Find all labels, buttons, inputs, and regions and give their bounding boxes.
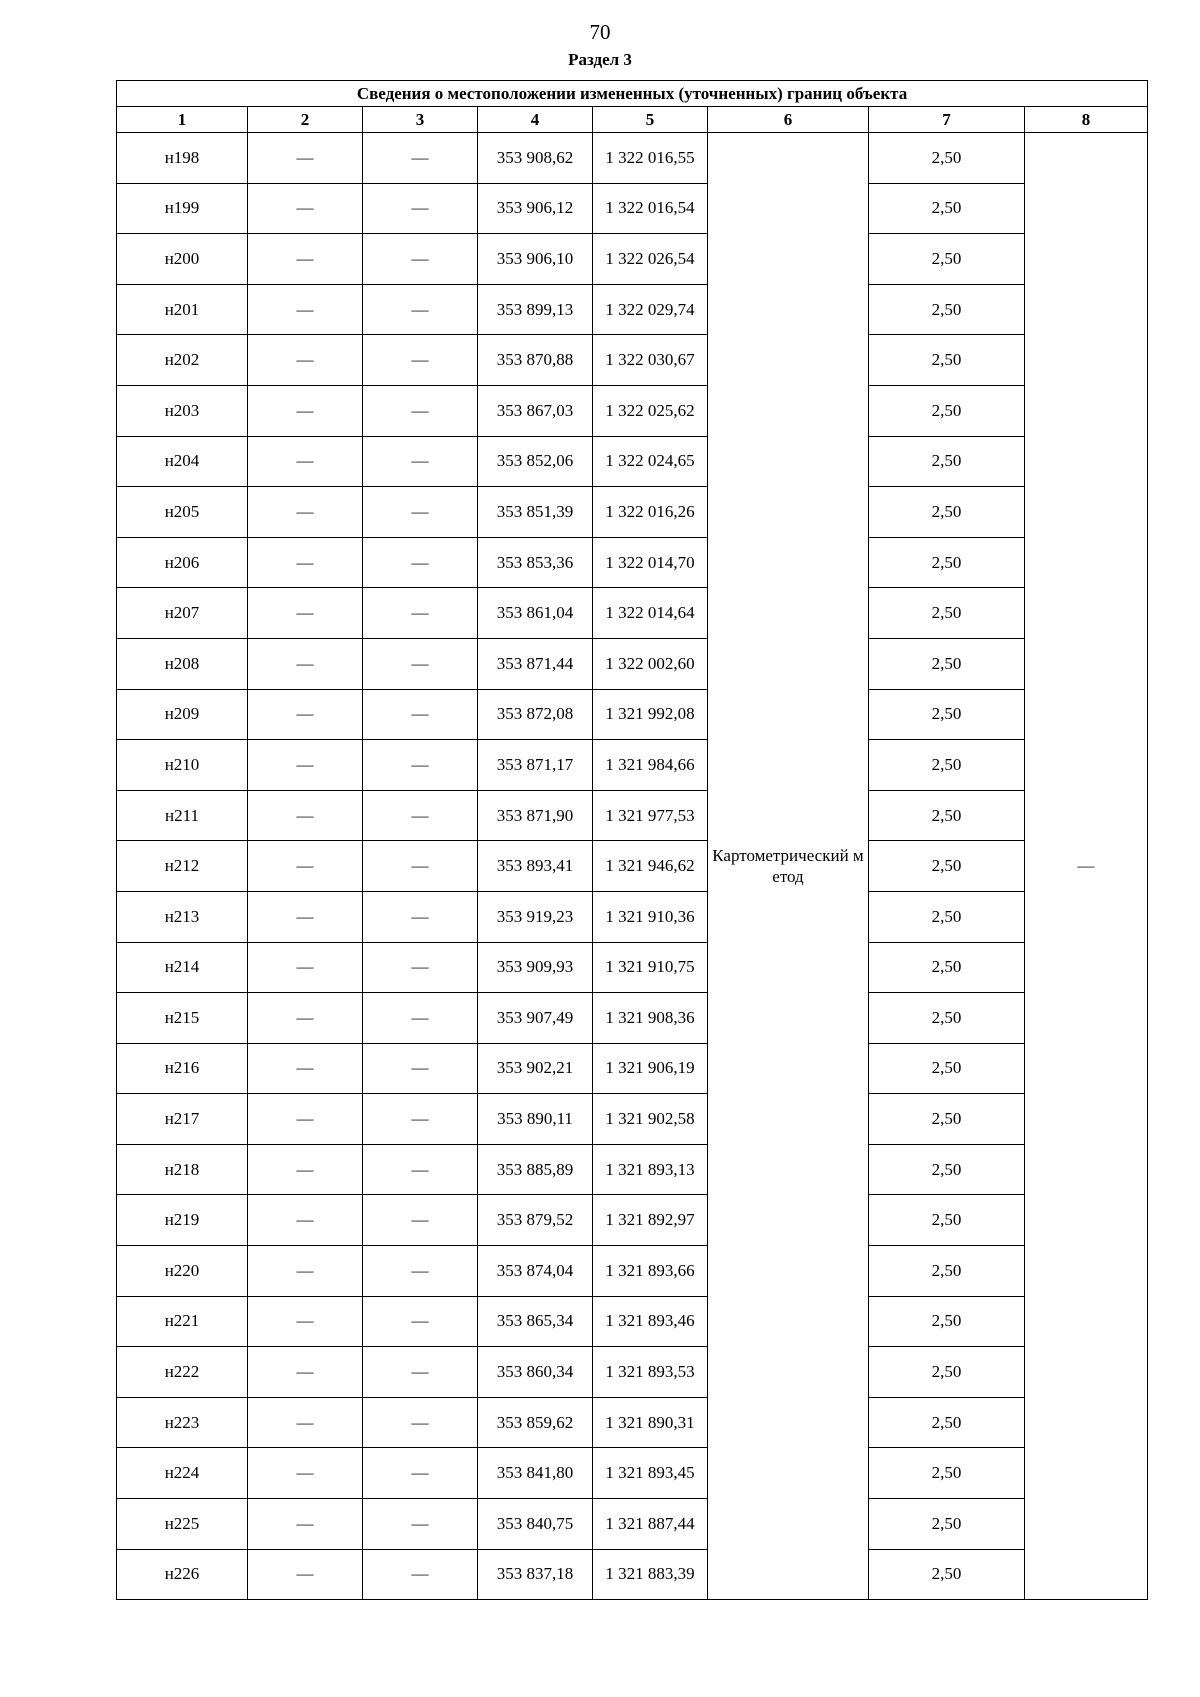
column-number-8: 8: [1025, 107, 1148, 133]
table-row: [117, 588, 1148, 639]
column-number-4: 4: [478, 107, 593, 133]
y-coordinate-cell: 1 322 016,26: [593, 487, 708, 538]
table-body: [117, 133, 1148, 1600]
determination-method-cell: Картометрический метод: [708, 133, 869, 1600]
col3-cell: —: [363, 537, 478, 588]
point-name-cell: н207: [117, 588, 248, 639]
x-coordinate-cell: 353 872,08: [478, 689, 593, 740]
x-coordinate-cell: 353 837,18: [478, 1549, 593, 1600]
y-coordinate-cell: 1 321 892,97: [593, 1195, 708, 1246]
accuracy-cell: 2,50: [869, 1549, 1025, 1600]
point-name-cell: н224: [117, 1448, 248, 1499]
col3-cell: —: [363, 133, 478, 184]
accuracy-cell: 2,50: [869, 487, 1025, 538]
accuracy-cell: 2,50: [869, 993, 1025, 1044]
col2-cell: —: [248, 133, 363, 184]
col3-cell: —: [363, 183, 478, 234]
table-row: [117, 942, 1148, 993]
col2-cell: —: [248, 234, 363, 285]
y-coordinate-cell: 1 321 893,45: [593, 1448, 708, 1499]
y-coordinate-cell: 1 322 024,65: [593, 436, 708, 487]
col3-cell: —: [363, 234, 478, 285]
table-row: [117, 1144, 1148, 1195]
y-coordinate-cell: 1 322 029,74: [593, 284, 708, 335]
y-coordinate-cell: 1 322 016,54: [593, 183, 708, 234]
col2-cell: —: [248, 1094, 363, 1145]
table-row: [117, 689, 1148, 740]
table-row: [117, 183, 1148, 234]
table-row: [117, 133, 1148, 184]
accuracy-cell: 2,50: [869, 841, 1025, 892]
x-coordinate-cell: 353 841,80: [478, 1448, 593, 1499]
point-name-cell: н216: [117, 1043, 248, 1094]
accuracy-cell: 2,50: [869, 1195, 1025, 1246]
accuracy-cell: 2,50: [869, 1043, 1025, 1094]
col2-cell: —: [248, 1043, 363, 1094]
x-coordinate-cell: 353 860,34: [478, 1347, 593, 1398]
accuracy-cell: 2,50: [869, 183, 1025, 234]
point-name-cell: н222: [117, 1347, 248, 1398]
point-name-cell: н205: [117, 487, 248, 538]
col3-cell: —: [363, 689, 478, 740]
col3-cell: —: [363, 1195, 478, 1246]
table-row: [117, 790, 1148, 841]
col2-cell: —: [248, 335, 363, 386]
col2-cell: —: [248, 537, 363, 588]
point-name-cell: н200: [117, 234, 248, 285]
col2-cell: —: [248, 1195, 363, 1246]
col2-cell: —: [248, 841, 363, 892]
col3-cell: —: [363, 942, 478, 993]
point-name-cell: н225: [117, 1499, 248, 1550]
column-number-1: 1: [117, 107, 248, 133]
x-coordinate-cell: 353 853,36: [478, 537, 593, 588]
accuracy-cell: 2,50: [869, 891, 1025, 942]
col3-cell: —: [363, 740, 478, 791]
col3-cell: —: [363, 1347, 478, 1398]
table-row: [117, 1043, 1148, 1094]
col2-cell: —: [248, 638, 363, 689]
y-coordinate-cell: 1 321 890,31: [593, 1397, 708, 1448]
x-coordinate-cell: 353 874,04: [478, 1246, 593, 1297]
point-name-cell: н215: [117, 993, 248, 1044]
y-coordinate-cell: 1 321 893,13: [593, 1144, 708, 1195]
x-coordinate-cell: 353 906,12: [478, 183, 593, 234]
x-coordinate-cell: 353 852,06: [478, 436, 593, 487]
x-coordinate-cell: 353 851,39: [478, 487, 593, 538]
table-row: [117, 1195, 1148, 1246]
point-name-cell: н210: [117, 740, 248, 791]
col3-cell: —: [363, 790, 478, 841]
col3-cell: —: [363, 1246, 478, 1297]
section-title: Раздел 3: [568, 50, 632, 69]
x-coordinate-cell: 353 906,10: [478, 234, 593, 285]
x-coordinate-cell: 353 902,21: [478, 1043, 593, 1094]
accuracy-cell: 2,50: [869, 537, 1025, 588]
y-coordinate-cell: 1 321 977,53: [593, 790, 708, 841]
accuracy-cell: 2,50: [869, 1246, 1025, 1297]
accuracy-cell: 2,50: [869, 1094, 1025, 1145]
col3-cell: —: [363, 1144, 478, 1195]
y-coordinate-cell: 1 321 946,62: [593, 841, 708, 892]
table-row: [117, 1397, 1148, 1448]
x-coordinate-cell: 353 861,04: [478, 588, 593, 639]
table-row: [117, 1296, 1148, 1347]
table-row: [117, 1448, 1148, 1499]
accuracy-cell: 2,50: [869, 588, 1025, 639]
x-coordinate-cell: 353 899,13: [478, 284, 593, 335]
table-caption: Сведения о местоположении измененных (уточненных) границ объекта: [117, 81, 1148, 107]
point-name-cell: н206: [117, 537, 248, 588]
table-row: [117, 1347, 1148, 1398]
accuracy-cell: 2,50: [869, 284, 1025, 335]
accuracy-cell: 2,50: [869, 335, 1025, 386]
col2-cell: —: [248, 487, 363, 538]
y-coordinate-cell: 1 321 893,46: [593, 1296, 708, 1347]
col3-cell: —: [363, 487, 478, 538]
col3-cell: —: [363, 993, 478, 1044]
col2-cell: —: [248, 942, 363, 993]
y-coordinate-cell: 1 322 002,60: [593, 638, 708, 689]
point-name-cell: н220: [117, 1246, 248, 1297]
table-row: [117, 891, 1148, 942]
table-row: [117, 993, 1148, 1044]
y-coordinate-cell: 1 321 906,19: [593, 1043, 708, 1094]
accuracy-cell: 2,50: [869, 133, 1025, 184]
col2-cell: —: [248, 436, 363, 487]
column-number-7: 7: [869, 107, 1025, 133]
col2-cell: —: [248, 183, 363, 234]
accuracy-cell: 2,50: [869, 942, 1025, 993]
y-coordinate-cell: 1 322 025,62: [593, 385, 708, 436]
accuracy-cell: 2,50: [869, 1296, 1025, 1347]
col3-cell: —: [363, 891, 478, 942]
y-coordinate-cell: 1 321 908,36: [593, 993, 708, 1044]
table-row: [117, 740, 1148, 791]
y-coordinate-cell: 1 322 026,54: [593, 234, 708, 285]
point-name-cell: н219: [117, 1195, 248, 1246]
col2-cell: —: [248, 790, 363, 841]
x-coordinate-cell: 353 865,34: [478, 1296, 593, 1347]
col3-cell: —: [363, 1094, 478, 1145]
point-name-cell: н212: [117, 841, 248, 892]
table-row: [117, 335, 1148, 386]
point-name-cell: н204: [117, 436, 248, 487]
col3-cell: —: [363, 1499, 478, 1550]
col2-cell: —: [248, 385, 363, 436]
y-coordinate-cell: 1 321 893,66: [593, 1246, 708, 1297]
column-number-row: [117, 107, 1148, 133]
x-coordinate-cell: 353 907,49: [478, 993, 593, 1044]
table-row: [117, 841, 1148, 892]
accuracy-cell: 2,50: [869, 1499, 1025, 1550]
col3-cell: —: [363, 335, 478, 386]
x-coordinate-cell: 353 885,89: [478, 1144, 593, 1195]
accuracy-cell: 2,50: [869, 234, 1025, 285]
table-row: [117, 638, 1148, 689]
col3-cell: —: [363, 1549, 478, 1600]
col2-cell: —: [248, 284, 363, 335]
col3-cell: —: [363, 1043, 478, 1094]
column-number-2: 2: [248, 107, 363, 133]
table-row: [117, 1549, 1148, 1600]
x-coordinate-cell: 353 840,75: [478, 1499, 593, 1550]
x-coordinate-cell: 353 879,52: [478, 1195, 593, 1246]
table-row: [117, 1094, 1148, 1145]
table-row: [117, 487, 1148, 538]
col3-cell: —: [363, 1448, 478, 1499]
table-row: [117, 1499, 1148, 1550]
accuracy-cell: 2,50: [869, 638, 1025, 689]
accuracy-cell: 2,50: [869, 1397, 1025, 1448]
y-coordinate-cell: 1 321 910,75: [593, 942, 708, 993]
col2-cell: —: [248, 1296, 363, 1347]
table-row: [117, 234, 1148, 285]
col2-cell: —: [248, 1499, 363, 1550]
y-coordinate-cell: 1 321 910,36: [593, 891, 708, 942]
point-name-cell: н209: [117, 689, 248, 740]
y-coordinate-cell: 1 322 014,70: [593, 537, 708, 588]
col3-cell: —: [363, 1296, 478, 1347]
accuracy-cell: 2,50: [869, 436, 1025, 487]
col2-cell: —: [248, 993, 363, 1044]
x-coordinate-cell: 353 871,17: [478, 740, 593, 791]
column-number-3: 3: [363, 107, 478, 133]
point-name-cell: н213: [117, 891, 248, 942]
point-name-cell: н211: [117, 790, 248, 841]
point-name-cell: н201: [117, 284, 248, 335]
x-coordinate-cell: 353 909,93: [478, 942, 593, 993]
point-name-cell: н218: [117, 1144, 248, 1195]
table-row: [117, 537, 1148, 588]
col2-cell: —: [248, 689, 363, 740]
column-number-5: 5: [593, 107, 708, 133]
y-coordinate-cell: 1 321 887,44: [593, 1499, 708, 1550]
col3-cell: —: [363, 284, 478, 335]
x-coordinate-cell: 353 890,11: [478, 1094, 593, 1145]
col2-cell: —: [248, 1347, 363, 1398]
accuracy-cell: 2,50: [869, 740, 1025, 791]
point-name-cell: н208: [117, 638, 248, 689]
point-name-cell: н221: [117, 1296, 248, 1347]
accuracy-cell: 2,50: [869, 385, 1025, 436]
table-row: [117, 284, 1148, 335]
y-coordinate-cell: 1 322 030,67: [593, 335, 708, 386]
point-name-cell: н223: [117, 1397, 248, 1448]
point-name-cell: н226: [117, 1549, 248, 1600]
boundary-coordinates-table: [116, 80, 1148, 1600]
col3-cell: —: [363, 385, 478, 436]
y-coordinate-cell: 1 322 016,55: [593, 133, 708, 184]
col3-cell: —: [363, 1397, 478, 1448]
col2-cell: —: [248, 740, 363, 791]
point-name-cell: н203: [117, 385, 248, 436]
accuracy-cell: 2,50: [869, 790, 1025, 841]
col3-cell: —: [363, 588, 478, 639]
x-coordinate-cell: 353 893,41: [478, 841, 593, 892]
x-coordinate-cell: 353 871,90: [478, 790, 593, 841]
accuracy-cell: 2,50: [869, 1144, 1025, 1195]
table-row: [117, 1246, 1148, 1297]
column-number-6: 6: [708, 107, 869, 133]
y-coordinate-cell: 1 321 992,08: [593, 689, 708, 740]
col3-cell: —: [363, 638, 478, 689]
col2-cell: —: [248, 588, 363, 639]
col8-cell: —: [1025, 133, 1148, 1600]
point-name-cell: н214: [117, 942, 248, 993]
col2-cell: —: [248, 891, 363, 942]
col2-cell: —: [248, 1448, 363, 1499]
y-coordinate-cell: 1 321 902,58: [593, 1094, 708, 1145]
point-name-cell: н199: [117, 183, 248, 234]
col2-cell: —: [248, 1397, 363, 1448]
col2-cell: —: [248, 1549, 363, 1600]
point-name-cell: н198: [117, 133, 248, 184]
x-coordinate-cell: 353 859,62: [478, 1397, 593, 1448]
x-coordinate-cell: 353 870,88: [478, 335, 593, 386]
col2-cell: —: [248, 1144, 363, 1195]
accuracy-cell: 2,50: [869, 1448, 1025, 1499]
x-coordinate-cell: 353 919,23: [478, 891, 593, 942]
accuracy-cell: 2,50: [869, 689, 1025, 740]
y-coordinate-cell: 1 321 883,39: [593, 1549, 708, 1600]
point-name-cell: н217: [117, 1094, 248, 1145]
table-row: [117, 385, 1148, 436]
table-row: [117, 436, 1148, 487]
col3-cell: —: [363, 436, 478, 487]
x-coordinate-cell: 353 871,44: [478, 638, 593, 689]
page-number: 70: [589, 20, 611, 44]
accuracy-cell: 2,50: [869, 1347, 1025, 1398]
x-coordinate-cell: 353 908,62: [478, 133, 593, 184]
x-coordinate-cell: 353 867,03: [478, 385, 593, 436]
y-coordinate-cell: 1 322 014,64: [593, 588, 708, 639]
y-coordinate-cell: 1 321 893,53: [593, 1347, 708, 1398]
col2-cell: —: [248, 1246, 363, 1297]
col3-cell: —: [363, 841, 478, 892]
point-name-cell: н202: [117, 335, 248, 386]
y-coordinate-cell: 1 321 984,66: [593, 740, 708, 791]
